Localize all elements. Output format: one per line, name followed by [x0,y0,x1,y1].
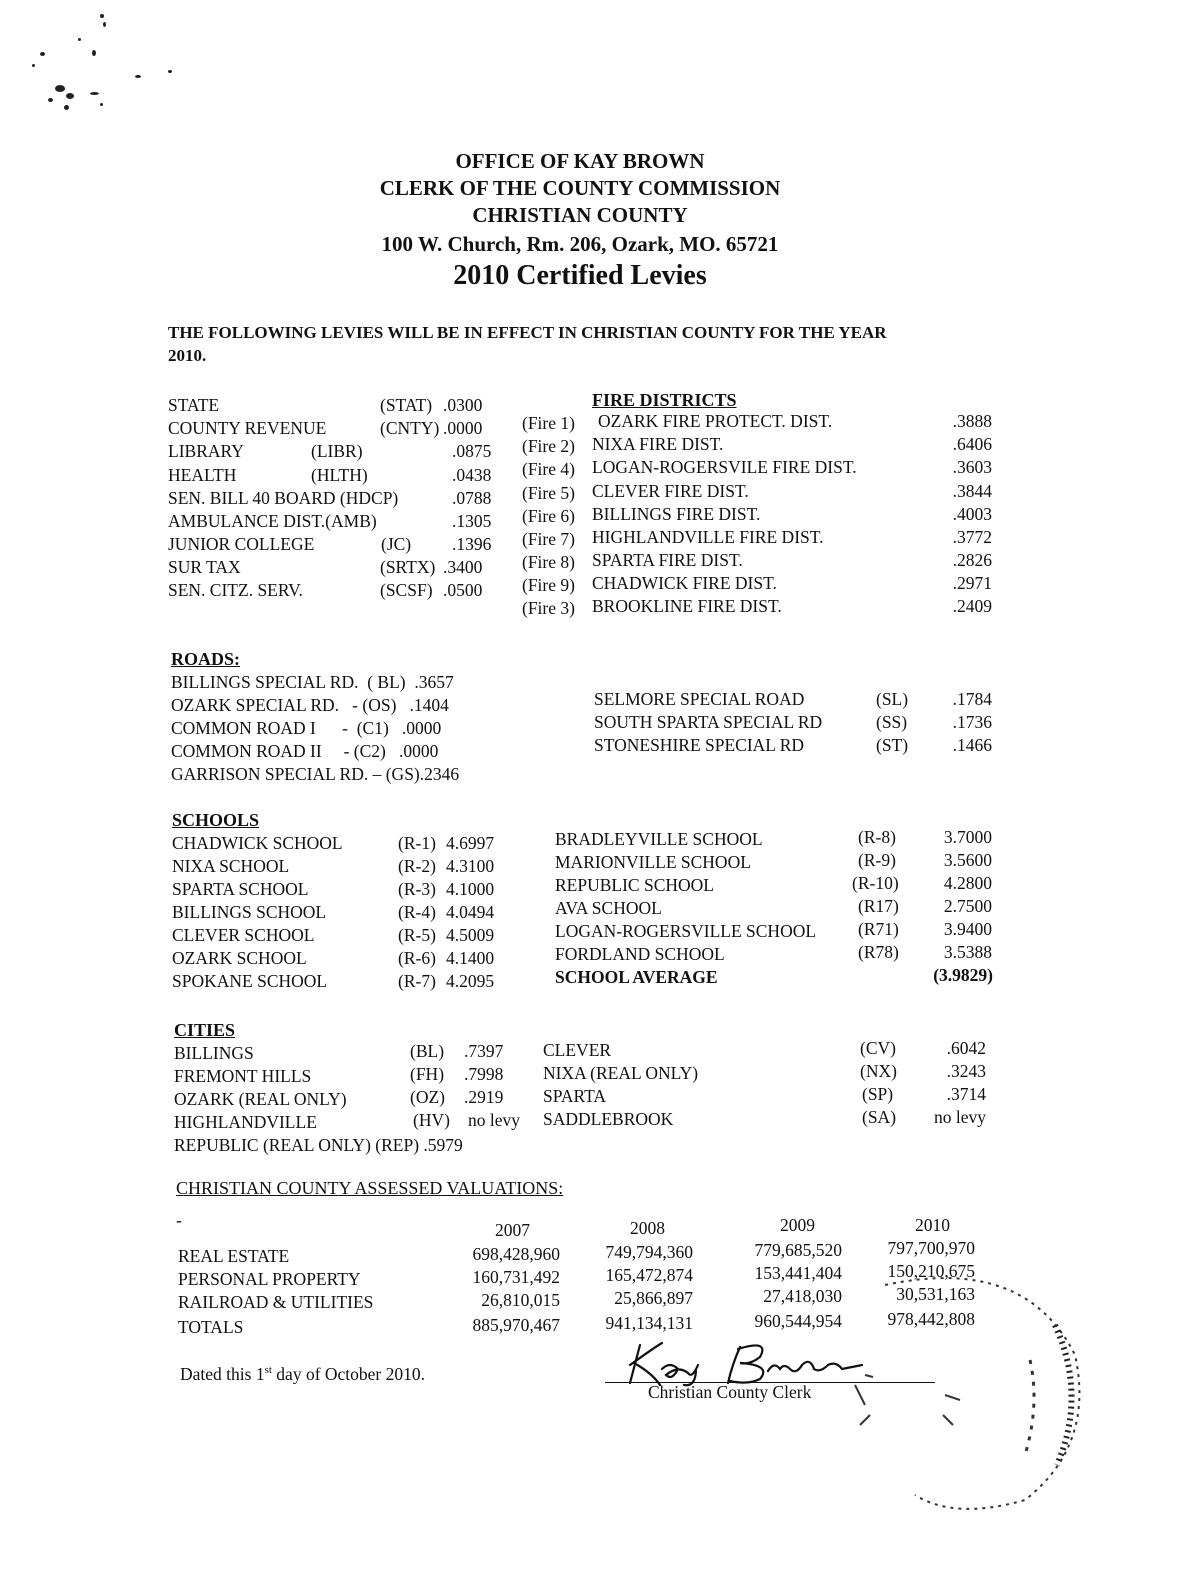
road-rate: .1784 [952,689,992,709]
year-header: 2008 [630,1218,665,1238]
city-name: SPARTA [543,1086,607,1106]
valuation-cell: 165,472,874 [605,1265,693,1285]
office-heading: OFFICE OF KAY BROWN [455,149,705,173]
year-header: 2010 [915,1215,950,1235]
valuation-cell: 150,210,675 [887,1261,975,1281]
city-code: (SA) [862,1107,897,1127]
cities-heading: CITIES [174,1020,236,1040]
dated-sup: st [264,1364,272,1377]
fire-rate: .4003 [952,504,992,524]
fire-rate: .6406 [952,434,992,454]
school-code: (R-3) [398,879,436,899]
intro-line-1: THE FOLLOWING LEVIES WILL BE IN EFFECT IN CHRISTIAN COUNTY FOR THE YEAR [168,323,887,342]
school-name: OZARK SCHOOL [172,948,307,968]
school-code: (R-7) [398,971,436,991]
levy-name: STATE [168,395,220,415]
fire-code: (Fire 9) [522,575,575,595]
county-seal [825,1265,1105,1525]
intro-line-2: 2010. [168,346,207,365]
fire-rate: .3888 [952,411,992,431]
school-rate: 4.3100 [446,856,495,876]
road-line: COMMON ROAD II - (C2) .0000 [171,741,439,761]
school-code: (R-9) [858,850,896,870]
road-name: SOUTH SPARTA SPECIAL RD [594,712,823,732]
school-rate: 3.9400 [943,919,992,939]
school-rate: 4.5009 [446,925,495,945]
city-republic: REPUBLIC (REAL ONLY) (REP) .5979 [174,1135,463,1155]
road-rate: .1466 [952,735,992,755]
fire-code: (Fire 1) [522,413,575,433]
road-name: STONESHIRE SPECIAL RD [594,735,805,755]
school-rate: 4.1000 [446,879,495,899]
city-rate: .3714 [946,1084,986,1104]
fire-name: NIXA FIRE DIST. [592,434,724,454]
levy-rate: .0788 [452,488,492,508]
valuation-cell: 30,531,163 [896,1284,975,1304]
school-name: BRADLEYVILLE SCHOOL [555,829,763,849]
levy-name: JUNIOR COLLEGE [168,534,315,554]
levy-code: (JC) [381,534,412,554]
levy-rate: .0000 [443,418,483,438]
city-name: BILLINGS [174,1043,254,1063]
valuation-cell: 153,441,404 [754,1263,842,1283]
levy-rate: .1305 [452,511,492,531]
year-header: 2009 [780,1215,815,1235]
valuation-cell: 698,428,960 [472,1244,560,1264]
city-rate: no levy [933,1107,986,1127]
fire-rate: .2409 [952,596,992,616]
fire-name: BILLINGS FIRE DIST. [592,504,761,524]
school-rate: 4.2095 [446,971,495,991]
fire-code: (Fire 2) [522,436,575,456]
levy-rate: .0300 [443,395,483,415]
city-code: (SP) [862,1084,894,1104]
fire-code: (Fire 5) [522,483,575,503]
school-rate: 3.5388 [943,942,992,962]
year-header: 2007 [495,1220,530,1240]
fire-code: (Fire 3) [522,598,575,618]
school-rate: 3.5600 [943,850,992,870]
fire-rate: .2826 [952,550,992,570]
fire-code: (Fire 7) [522,529,575,549]
road-name: SELMORE SPECIAL ROAD [594,689,805,709]
county-heading: CHRISTIAN COUNTY [472,203,688,227]
levy-name: SUR TAX [168,557,241,577]
levy-rate: .0875 [452,441,492,461]
valuations-dash: - [176,1210,182,1230]
school-code: (R-5) [398,925,436,945]
fire-rate: .3772 [952,527,992,547]
road-rate: .1736 [952,712,992,732]
levy-name: HEALTH [168,465,237,485]
city-code: (NX) [860,1061,897,1081]
valuation-cell: 749,794,360 [605,1242,693,1262]
fire-name: CHADWICK FIRE DIST. [592,573,777,593]
school-name: FORDLAND SCHOOL [555,944,725,964]
valuation-cell: 25,866,897 [614,1288,693,1308]
fire-name: LOGAN-ROGERSVILE FIRE DIST. [592,457,857,477]
valuation-label: RAILROAD & UTILITIES [178,1292,374,1312]
valuation-cell: 885,970,467 [472,1315,560,1335]
levy-rate: .0500 [443,580,483,600]
city-code: (FH) [410,1064,445,1084]
levy-name: SEN. BILL 40 BOARD (HDCP) [168,488,399,508]
school-name: MARIONVILLE SCHOOL [555,852,751,872]
school-name: LOGAN-ROGERSVILLE SCHOOL [555,921,817,941]
fire-code: (Fire 8) [522,552,575,572]
city-name: CLEVER [543,1040,612,1060]
signer-title: Christian County Clerk [648,1382,812,1402]
city-rate: .3243 [946,1061,986,1081]
valuation-cell: 160,731,492 [472,1267,560,1287]
city-rate: .7998 [464,1064,504,1084]
city-rate: .7397 [464,1041,504,1061]
valuations-heading: CHRISTIAN COUNTY ASSESSED VALUATIONS: [176,1178,564,1198]
dated-line [180,1364,425,1385]
valuation-cell: 27,418,030 [763,1286,842,1306]
valuation-label: TOTALS [178,1317,244,1337]
city-code: (HV) [413,1110,450,1130]
levy-rate: .3400 [443,557,483,577]
school-name: BILLINGS SCHOOL [172,902,327,922]
fire-code: (Fire 4) [522,459,575,479]
school-rate: 2.7500 [943,896,992,916]
school-name: CLEVER SCHOOL [172,925,315,945]
valuation-label: REAL ESTATE [178,1246,290,1266]
road-line: GARRISON SPECIAL RD. – (GS).2346 [171,764,460,784]
school-average-value: (3.9829) [933,965,993,985]
city-rate: no levy [468,1110,521,1130]
levy-name: LIBRARY [168,441,244,461]
fire-rate: .3603 [952,457,992,477]
school-name: SPARTA SCHOOL [172,879,309,899]
school-rate: 4.6997 [446,833,495,853]
city-code: (BL) [410,1041,445,1061]
address: 100 W. Church, Rm. 206, Ozark, MO. 65721 [381,232,779,256]
levy-code: (SCSF) [380,580,433,600]
dated-suffix: day of October 2010. [271,1364,426,1384]
levy-rate: .1396 [452,534,492,554]
road-line: BILLINGS SPECIAL RD. ( BL) .3657 [171,672,454,692]
fire-rate: .2971 [952,573,992,593]
school-average-label: SCHOOL AVERAGE [555,967,718,987]
levy-name: AMBULANCE DIST.(AMB) [168,511,377,531]
fire-name: SPARTA FIRE DIST. [592,550,743,570]
valuation-label: PERSONAL PROPERTY [178,1269,361,1289]
levy-rate: .0438 [452,465,492,485]
city-name: SADDLEBROOK [543,1109,674,1129]
valuation-cell: 941,134,131 [605,1313,693,1333]
valuation-cell: 978,442,808 [887,1309,975,1329]
school-code: (R-2) [398,856,436,876]
school-rate: 4.2800 [943,873,992,893]
valuation-cell: 779,685,520 [754,1240,842,1260]
fire-name: BROOKLINE FIRE DIST. [592,596,782,616]
fire-name: HIGHLANDVILLE FIRE DIST. [592,527,824,547]
levy-name: COUNTY REVENUE [168,418,327,438]
city-name: FREMONT HILLS [174,1066,312,1086]
school-code: (R71) [858,919,899,939]
school-rate: 4.1400 [446,948,495,968]
school-rate: 3.7000 [943,827,992,847]
school-name: AVA SCHOOL [555,898,662,918]
levy-code: (LIBR) [311,441,363,461]
levy-code: (CNTY) [380,418,440,438]
school-name: REPUBLIC SCHOOL [555,875,714,895]
road-line: OZARK SPECIAL RD. - (OS) .1404 [171,695,449,715]
levy-code: (HLTH) [311,465,368,485]
fire-name: CLEVER FIRE DIST. [592,481,749,501]
road-line: COMMON ROAD I - (C1) .0000 [171,718,442,738]
valuation-cell: 797,700,970 [887,1238,975,1258]
city-code: (CV) [860,1038,896,1058]
valuation-cell: 960,544,954 [754,1311,842,1331]
page-title: 2010 Certified Levies [453,260,707,291]
road-code: (SS) [876,712,908,732]
city-name: OZARK (REAL ONLY) [174,1089,347,1109]
levy-code: (STAT) [380,395,433,415]
city-name: HIGHLANDVILLE [174,1112,317,1132]
school-name: NIXA SCHOOL [172,856,290,876]
fire-name: OZARK FIRE PROTECT. DIST. [598,411,833,431]
city-rate: .2919 [464,1087,504,1107]
levy-code: (SRTX) [380,557,436,577]
fire-rate: .3844 [952,481,992,501]
city-rate: .6042 [946,1038,986,1058]
fire-heading: FIRE DISTRICTS [592,390,737,410]
road-code: (ST) [876,735,909,755]
school-code: (R-8) [858,827,896,847]
school-name: SPOKANE SCHOOL [172,971,328,991]
school-name: CHADWICK SCHOOL [172,833,343,853]
school-code: (R78) [858,942,899,962]
clerk-heading: CLERK OF THE COUNTY COMMISSION [379,176,781,200]
valuation-cell: 26,810,015 [481,1290,560,1310]
schools-heading: SCHOOLS [172,810,260,830]
dated-prefix: Dated this 1 [180,1364,265,1384]
school-code: (R-4) [398,902,436,922]
school-code: (R-1) [398,833,436,853]
city-code: (OZ) [410,1087,445,1107]
levy-name: SEN. CITZ. SERV. [168,580,303,600]
roads-heading: ROADS: [171,649,241,669]
school-code: (R17) [858,896,899,916]
city-name: NIXA (REAL ONLY) [543,1063,699,1083]
fire-code: (Fire 6) [522,506,575,526]
road-code: (SL) [876,689,909,709]
school-code: (R-6) [398,948,436,968]
school-rate: 4.0494 [446,902,495,922]
school-code: (R-10) [852,873,899,893]
